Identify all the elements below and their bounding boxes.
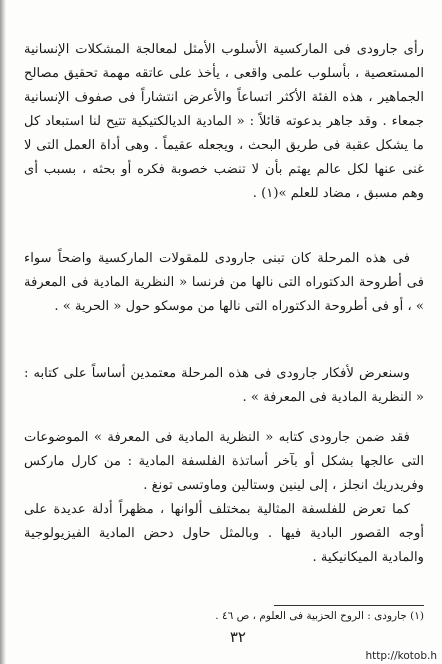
paragraph-3 bbox=[24, 362, 424, 410]
paragraph-4-text: فقد ضمن جارودى كتابه « النظرية المادية فى المعرفة » الموضوعات التى عالجها بشكل أو بآخر أساتذة الفلسفة المادية : من كارل ماركس وفريدريك انجلز ، إلى لينين وستالين وماوتسى تونغ . bbox=[24, 430, 424, 493]
paragraph-4 bbox=[24, 426, 424, 498]
scan-shadow-edge bbox=[0, 0, 6, 664]
paragraph-5-text: كما تعرض للفلسفة المثالية بمختلف ألوانها ، مظهراً أدلة عديدة على أوجه القصور البادية فيها . وبالمثل حاول دحض المادية الفيزيولوجية والمادية الميكانيكية . bbox=[24, 502, 424, 565]
paragraph-3-text: وسنعرض لأفكار جارودى فى هذه المرحلة معتمدين أساساً على كتابه : « النظرية المادية فى المعرفة » . bbox=[24, 366, 424, 405]
paragraph-5 bbox=[24, 498, 424, 570]
paragraph-2 bbox=[24, 247, 424, 319]
paragraph-1 bbox=[24, 38, 424, 206]
page-number: ٣٢ bbox=[229, 628, 246, 646]
paragraph-1-text: رأى جارودى فى الماركسية الأسلوب الأمثل لمعالجة المشكلات الإنسانية المستعصية ، بأسلوب علمى واقعى ، يأخذ على عاتقه مهمة تحقيق مصالح الجماهير ، هذه الفئة الأكثر اتساعاً والأعرض انتشاراً فى صفوف الإنسانية جمعاء . وقد جاهر بدعوته قائلاً : « المادية الديالكتيكية تتيح لنا استبعاد كل ما يشكل عقبة فى طريق البحث ، ويجعله عقيماً . وهى أداة العمل التى لا غنى عنها لكل عالم يهتم بأن لا تنضب خصوبة فكره أو بحثه ، بسبب أى وهم مسبق ، مضاد للعلم »(١) . bbox=[24, 42, 424, 201]
watermark-link[interactable]: http://kotob.h bbox=[363, 650, 441, 662]
footnote-divider bbox=[274, 605, 424, 606]
paragraph-2-text: فى هذه المرحلة كان تبنى جارودى للمقولات الماركسية واضحاً سواء فى أطروحة الدكتوراه التى نالها من فرنسا « النظرية المادية فى المعرفة » ، أو فى أطروحة الدكتوراه التى نالها من موسكو حول « الحرية » . bbox=[24, 251, 424, 314]
footnote: (١) جارودى : الروح الحزبية فى العلوم ، ص ٤٦ . bbox=[215, 610, 424, 622]
